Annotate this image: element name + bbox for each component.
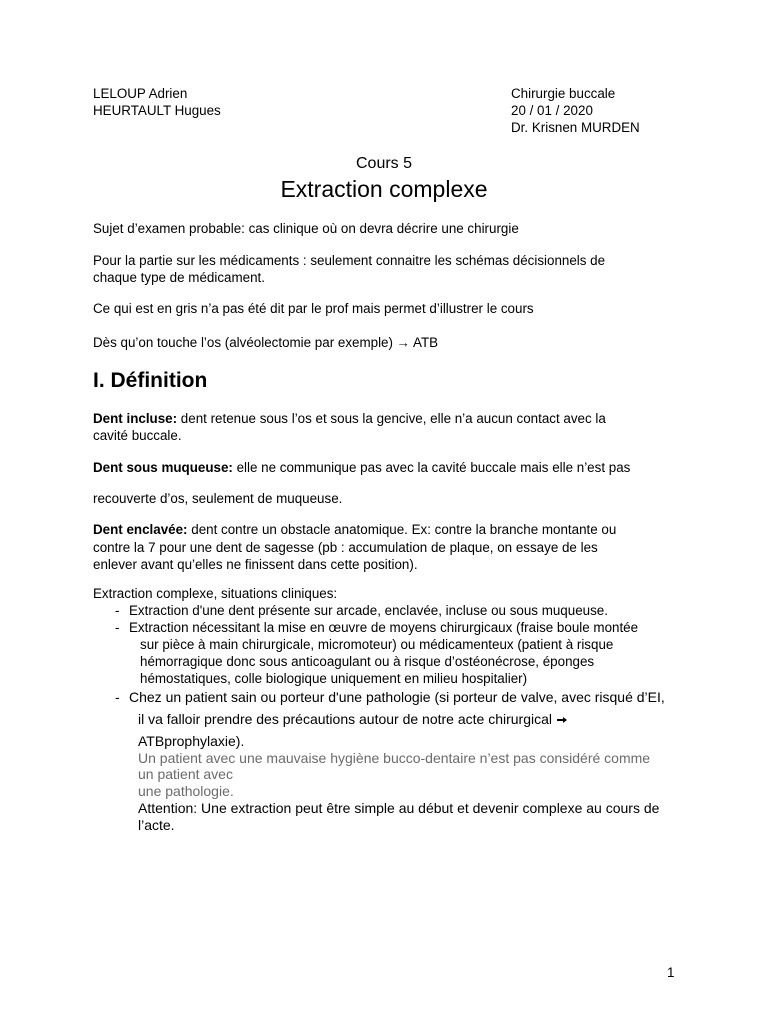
gray-note: un patient avec — [138, 766, 233, 782]
intro-meds-2: chaque type de médicament. — [93, 270, 265, 285]
list-item-text: Extraction d'une dent présente sur arcade, enclavée, incluse ou sous muqueuse. — [129, 603, 608, 618]
situations-intro: Extraction complexe, situations cliniques: — [93, 586, 338, 601]
list-dash: - — [115, 603, 120, 618]
def-enclavee-term: Dent enclavée: — [93, 522, 188, 537]
gray-note: Un patient avec une mauvaise hygiène bucco-dentaire n’est pas considéré comme — [138, 750, 651, 766]
intro-meds-1: Pour la partie sur les médicaments : seulement connaitre les schémas décisionnels de — [93, 253, 606, 268]
pointing-hand-icon — [556, 715, 569, 725]
list-item-continuation — [138, 711, 569, 728]
attention-note: Attention: Une extraction peut être simple au début et devenir complexe au cours de — [138, 800, 660, 816]
list-dash: - — [115, 620, 120, 635]
author-2: HEURTAULT Hugues — [93, 103, 221, 118]
list-item — [115, 689, 665, 706]
subject: Chirurgie buccale — [511, 86, 616, 101]
def-enclavee-text: dent contre un obstacle anatomique. Ex: contre la branche montante ou — [187, 522, 617, 537]
page-title: Extraction complexe — [280, 176, 488, 202]
section-heading: I. Définition — [93, 369, 208, 392]
list-item — [115, 619, 638, 636]
intro-atb: Dès qu’on touche l’os (alvéolectomie par exemple) → ATB — [93, 335, 439, 350]
teacher: Dr. Krisnen MURDEN — [511, 120, 640, 135]
def-sous-muqueuse-text: elle ne communique pas avec la cavité buccale mais elle n’est pas — [232, 460, 631, 475]
def-sous-muqueuse — [93, 459, 630, 476]
list-item-text: il va falloir prendre des précautions autour de notre acte chirurgical — [138, 711, 553, 727]
list-item-continuation: hémorragique donc sous anticoagulant ou à risque d’ostéonécrose, éponges — [140, 654, 595, 669]
def-incluse — [93, 410, 606, 427]
def-incluse-term: Dent incluse: — [93, 411, 178, 426]
date: 20 / 01 / 2020 — [511, 103, 593, 118]
def-incluse-line2: cavité buccale. — [93, 428, 182, 443]
list-item-continuation: sur pièce à main chirurgicale, micromoteur) ou médicamenteux (patient à risque — [140, 637, 614, 652]
def-sous-muqueuse-term: Dent sous muqueuse: — [93, 460, 233, 475]
def-sous-muqueuse-line2: recouverte d’os, seulement de muqueuse. — [93, 491, 343, 506]
intro-gray-note: Ce qui est en gris n’a pas été dit par le prof mais permet d’illustrer le cours — [93, 301, 534, 316]
list-item-text: Extraction nécessitant la mise en œuvre de moyens chirurgicaux (fraise boule montée — [129, 620, 639, 635]
def-enclavee — [93, 521, 616, 538]
list-item — [115, 602, 608, 619]
author-1: LELOUP Adrien — [93, 86, 188, 101]
def-incluse-text: dent retenue sous l’os et sous la gencive, elle n’a aucun contact avec la — [177, 411, 606, 426]
def-enclavee-line2: contre la 7 pour une dent de sagesse (pb : accumulation de plaque, on essaye de les — [93, 540, 598, 555]
list-item-text: Chez un patient sain ou porteur d'une pathologie (si porteur de valve, avec risqué d’EI, — [129, 689, 665, 705]
list-dash: - — [115, 689, 120, 705]
list-item-continuation: hémostatiques, colle biologique uniquement en milieu hospitalier) — [140, 671, 528, 686]
list-item-continuation: ATBprophylaxie). — [138, 733, 245, 749]
gray-note: une pathologie. — [138, 783, 234, 799]
course-number: Cours 5 — [355, 155, 413, 172]
intro-exam: Sujet d’examen probable: cas clinique où on devra décrire une chirurgie — [93, 221, 519, 236]
def-enclavee-line3: enlever avant qu’elles ne finissent dans cette position). — [93, 557, 418, 572]
page-number: 1 — [667, 965, 675, 980]
attention-note-line2: l’acte. — [138, 817, 175, 833]
